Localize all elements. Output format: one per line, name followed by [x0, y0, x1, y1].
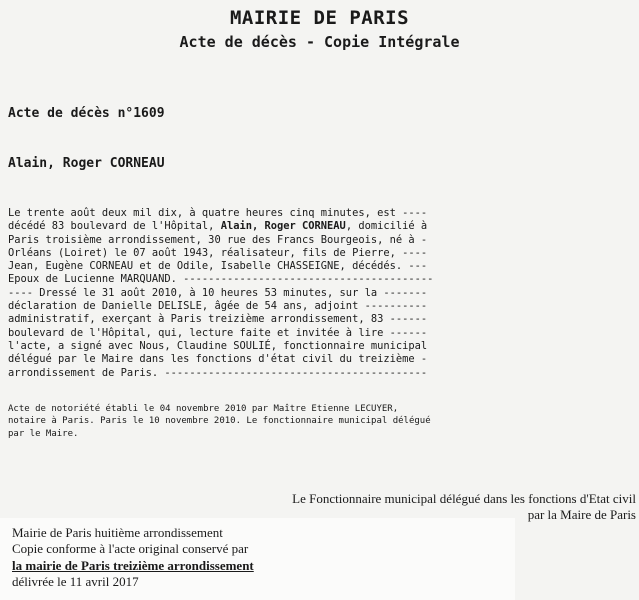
body-line — [8, 300, 633, 313]
body-line-text: Epoux de Lucienne MARQUAND. ---------------------------------------- — [8, 273, 434, 286]
body-line-text: déclaration de Danielle DELISLE, âgée de 54 ans, adjoint ---------- — [8, 300, 428, 313]
body-line — [8, 220, 633, 233]
body-line — [8, 327, 633, 340]
stamp-line: Copie conforme à l'acte original conservé par — [12, 541, 249, 557]
notoriety-line: par le Maire. — [8, 428, 79, 439]
deceased-name: Alain, Roger CORNEAU — [8, 156, 165, 171]
body-line-text: Paris troisième arrondissement, 30 rue des Francs Bourgeois, né à - — [8, 233, 428, 246]
stamp-line-mairie: la mairie de Paris treizième arrondissement — [12, 557, 254, 573]
body-line-text: arrondissement de Paris. ------------------------------------------ — [8, 366, 428, 379]
body-line — [8, 313, 633, 326]
document-title: MAIRIE DE PARIS — [229, 7, 410, 29]
body-line — [8, 287, 633, 300]
body-line — [8, 234, 633, 247]
body-line — [8, 260, 633, 273]
body-line — [8, 353, 633, 366]
body-line-text: ---- Dressé le 31 août 2010, à 10 heures 53 minutes, sur la ------- — [8, 286, 428, 299]
body-line-text: délégué par le Maire dans les fonctions d'état civil du treizième - — [8, 353, 428, 366]
stamp-line: délivrée le 11 avril 2017 — [12, 573, 139, 589]
notoriety-note — [8, 403, 633, 440]
body-line — [8, 207, 633, 220]
document-subtitle: Acte de décès - Copie Intégrale — [179, 33, 460, 51]
body-line-bold-name: Alain, Roger CORNEAU — [220, 220, 346, 233]
body-line-text: Le trente août deux mil dix, à quatre heures cinq minutes, est ---- — [8, 207, 428, 219]
official-signature-line: par la Maire de Paris — [527, 506, 636, 522]
body-line-text: Jean, Eugène CORNEAU et de Odile, Isabelle CHASSEIGNE, décédés. --- — [8, 260, 428, 273]
body-line-text: administratif, exerçant à Paris treizième arrondissement, 83 ------ — [8, 313, 428, 326]
body-line-text: l'acte, a signé avec Nous, Claudine SOULIÉ, fonctionnaire municipal — [8, 339, 428, 352]
body-line — [8, 273, 633, 286]
body-line-text: boulevard de l'Hôpital, qui, lecture faite et invitée à lire ------ — [8, 326, 428, 339]
act-number: Acte de décès n°1609 — [8, 106, 165, 121]
body-line-text: décédé 83 boulevard de l'Hôpital, — [8, 220, 221, 233]
notoriety-line: Acte de notoriété établi le 04 novembre 2010 par Maître Etienne LECUYER, — [8, 404, 399, 414]
notoriety-line: notaire à Paris. Paris le 10 novembre 2010. Le fonctionnaire municipal délégué — [8, 416, 431, 427]
body-line — [8, 340, 633, 353]
official-signature-line: Le Fonctionnaire municipal délégué dans les fonctions d'Etat civil — [292, 491, 636, 506]
certification-stamp — [12, 525, 254, 590]
body-line-text: , domicilié à — [345, 220, 428, 233]
body-line-text: Orléans (Loiret) le 07 août 1943, réalisateur, fils de Pierre, ---- — [8, 246, 428, 259]
body-line — [8, 247, 633, 260]
stamp-line: Mairie de Paris huitième arrondissement — [12, 525, 223, 540]
body-line — [8, 367, 633, 380]
act-body — [8, 207, 633, 380]
